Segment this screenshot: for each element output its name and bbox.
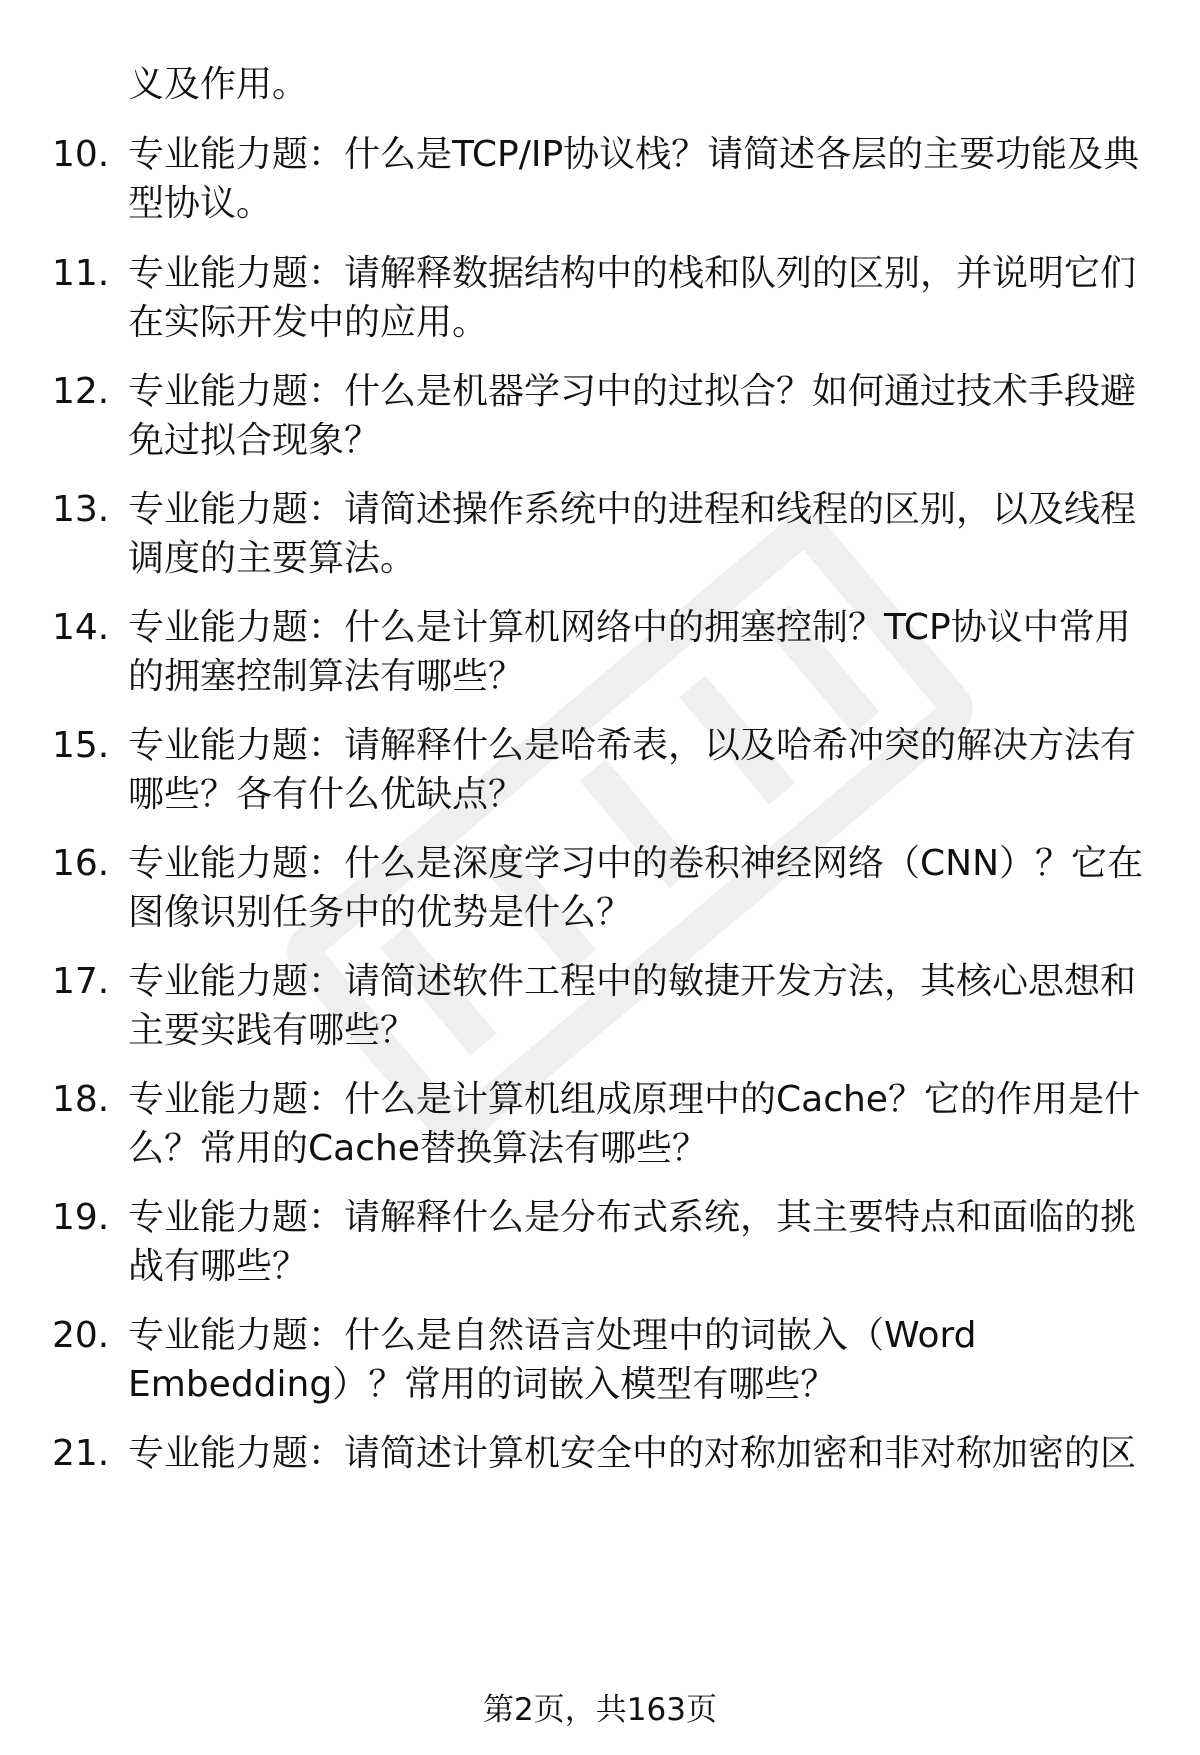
- item-number: 10.: [52, 134, 110, 175]
- item-text: 专业能力题：请解释什么是哈希表，以及哈希冲突的解决方法有哪些？各有什么优缺点？: [128, 725, 1137, 815]
- item-text: 专业能力题：请简述软件工程中的敏捷开发方法，其核心思想和主要实践有哪些？: [128, 961, 1137, 1051]
- item-text: 专业能力题：请简述计算机安全中的对称加密和非对称加密的区: [128, 1433, 1137, 1474]
- item-text: 专业能力题：什么是计算机网络中的拥塞控制？TCP协议中常用的拥塞控制算法有哪些？: [128, 607, 1131, 697]
- item-text: 专业能力题：什么是自然语言处理中的词嵌入（Word Embedding）？常用的词嵌入模型有哪些？: [128, 1315, 977, 1405]
- item-text: 专业能力题：请解释什么是分布式系统，其主要特点和面临的挑战有哪些？: [128, 1197, 1137, 1287]
- item-text: 专业能力题：请解释数据结构中的栈和队列的区别，并说明它们在实际开发中的应用。: [128, 253, 1137, 343]
- item-number: 14.: [52, 607, 110, 648]
- item-text: 专业能力题：请简述操作系统中的进程和线程的区别，以及线程调度的主要算法。: [128, 489, 1137, 579]
- page-footer: 第2页，共163页: [483, 1692, 717, 1728]
- item-text: 专业能力题：什么是机器学习中的过拟合？如何通过技术手段避免过拟合现象？: [128, 371, 1137, 461]
- item-number: 13.: [52, 489, 110, 530]
- item-number: 19.: [52, 1197, 110, 1238]
- item-number: 12.: [52, 371, 110, 412]
- item-text: 专业能力题：什么是计算机组成原理中的Cache？它的作用是什么？常用的Cache替换算法有哪些？: [128, 1079, 1140, 1169]
- continued-text: 义及作用。: [128, 64, 309, 105]
- item-number: 11.: [52, 253, 110, 294]
- item-text: 专业能力题：什么是深度学习中的卷积神经网络（CNN）？它在图像识别任务中的优势是什么？: [128, 843, 1143, 933]
- item-number: 15.: [52, 725, 110, 766]
- item-number: 20.: [52, 1315, 110, 1356]
- item-number: 17.: [52, 961, 110, 1002]
- item-number: 18.: [52, 1079, 110, 1120]
- item-number: 16.: [52, 843, 110, 884]
- item-text: 专业能力题：什么是TCP/IP协议栈？请简述各层的主要功能及典型协议。: [128, 134, 1140, 224]
- item-number: 21.: [52, 1433, 110, 1474]
